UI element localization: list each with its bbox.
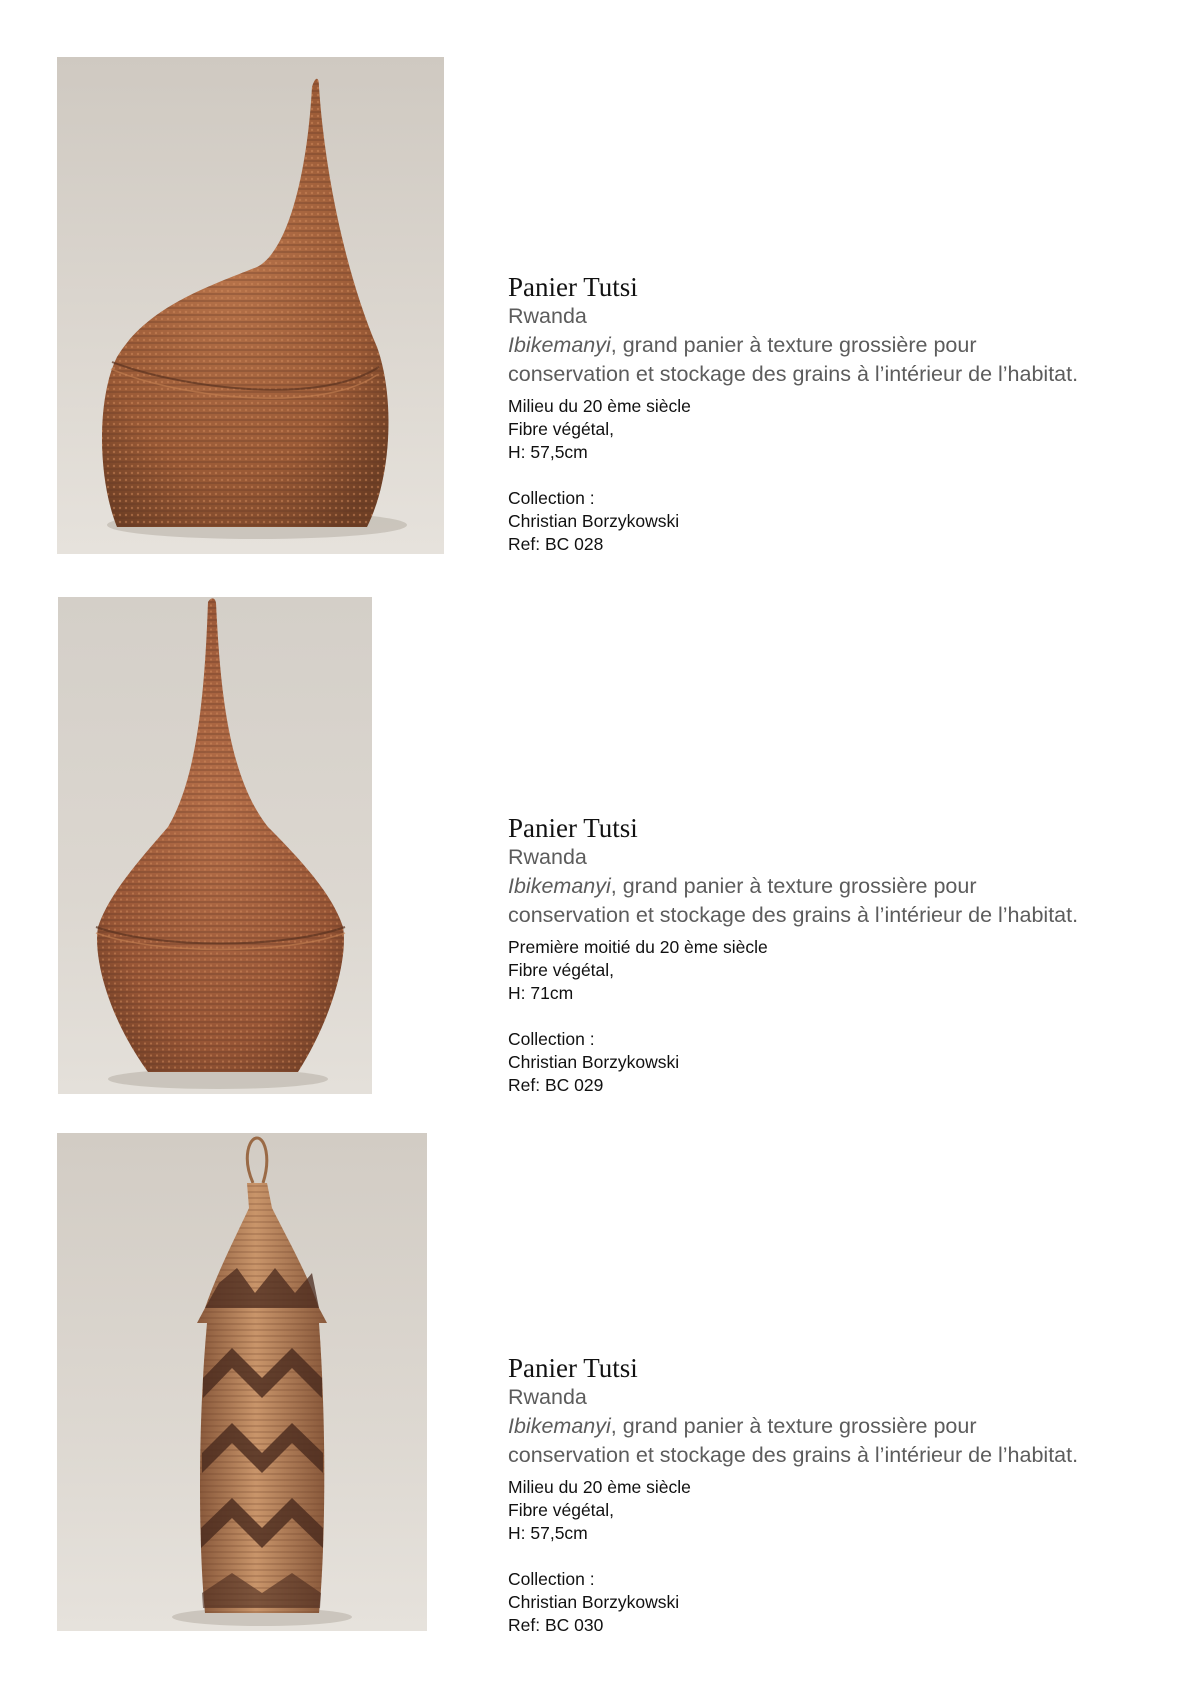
entry-description-rest: , grand panier à texture grossière pour [610, 1414, 977, 1438]
collection-label: Collection : [508, 1029, 595, 1049]
collection-label: Collection : [508, 1569, 595, 1589]
entry-info-3 [508, 1353, 1148, 1637]
entry-ref: Ref: BC 028 [508, 534, 604, 554]
entry-height: H: 57,5cm [508, 1523, 588, 1543]
entry-collection [508, 1568, 1148, 1637]
entry-description-line2: conservation et stockage des grains à l’intérieur de l’habitat. [508, 1443, 1079, 1467]
entry-title: Panier Tutsi [508, 272, 638, 302]
entry-description [508, 872, 1148, 901]
entry-material: Fibre végétal, [508, 419, 615, 439]
basket-image-3 [57, 1133, 427, 1631]
basket-photo-3 [57, 1133, 427, 1631]
entry-origin: Rwanda [508, 1385, 587, 1409]
entry-collection [508, 1028, 1148, 1097]
entry-description-italic: Ibikemanyi [508, 1414, 611, 1438]
entry-date: Milieu du 20 ème siècle [508, 396, 691, 416]
entry-details [508, 936, 1148, 1005]
entry-height: H: 71cm [508, 983, 574, 1003]
entry-ref: Ref: BC 029 [508, 1075, 604, 1095]
entry-height: H: 57,5cm [508, 442, 588, 462]
entry-date: Première moitié du 20 ème siècle [508, 937, 768, 957]
collection-label: Collection : [508, 488, 595, 508]
entry-description-italic: Ibikemanyi [508, 874, 611, 898]
entry-description [508, 1412, 1148, 1441]
entry-description [508, 331, 1148, 360]
entry-title: Panier Tutsi [508, 1353, 638, 1383]
entry-description-line2: conservation et stockage des grains à l’intérieur de l’habitat. [508, 362, 1079, 386]
basket-image-2 [58, 597, 372, 1094]
collection-name: Christian Borzykowski [508, 511, 680, 531]
basket-image-1 [57, 57, 444, 554]
entry-description-line2: conservation et stockage des grains à l’intérieur de l’habitat. [508, 903, 1079, 927]
entry-origin: Rwanda [508, 845, 587, 869]
entry-info-2 [508, 813, 1148, 1097]
entry-description-italic: Ibikemanyi [508, 333, 611, 357]
entry-date: Milieu du 20 ème siècle [508, 1477, 691, 1497]
entry-ref: Ref: BC 030 [508, 1615, 604, 1635]
entry-material: Fibre végétal, [508, 1500, 615, 1520]
entry-description-rest: , grand panier à texture grossière pour [610, 874, 977, 898]
collection-name: Christian Borzykowski [508, 1052, 680, 1072]
entry-details [508, 395, 1148, 464]
entry-material: Fibre végétal, [508, 960, 615, 980]
entry-details [508, 1476, 1148, 1545]
basket-photo-1 [57, 57, 444, 554]
entry-info-1 [508, 272, 1148, 556]
collection-name: Christian Borzykowski [508, 1592, 680, 1612]
entry-origin: Rwanda [508, 304, 587, 328]
entry-title: Panier Tutsi [508, 813, 638, 843]
basket-photo-2 [58, 597, 372, 1094]
entry-description-rest: , grand panier à texture grossière pour [610, 333, 977, 357]
entry-collection [508, 487, 1148, 556]
